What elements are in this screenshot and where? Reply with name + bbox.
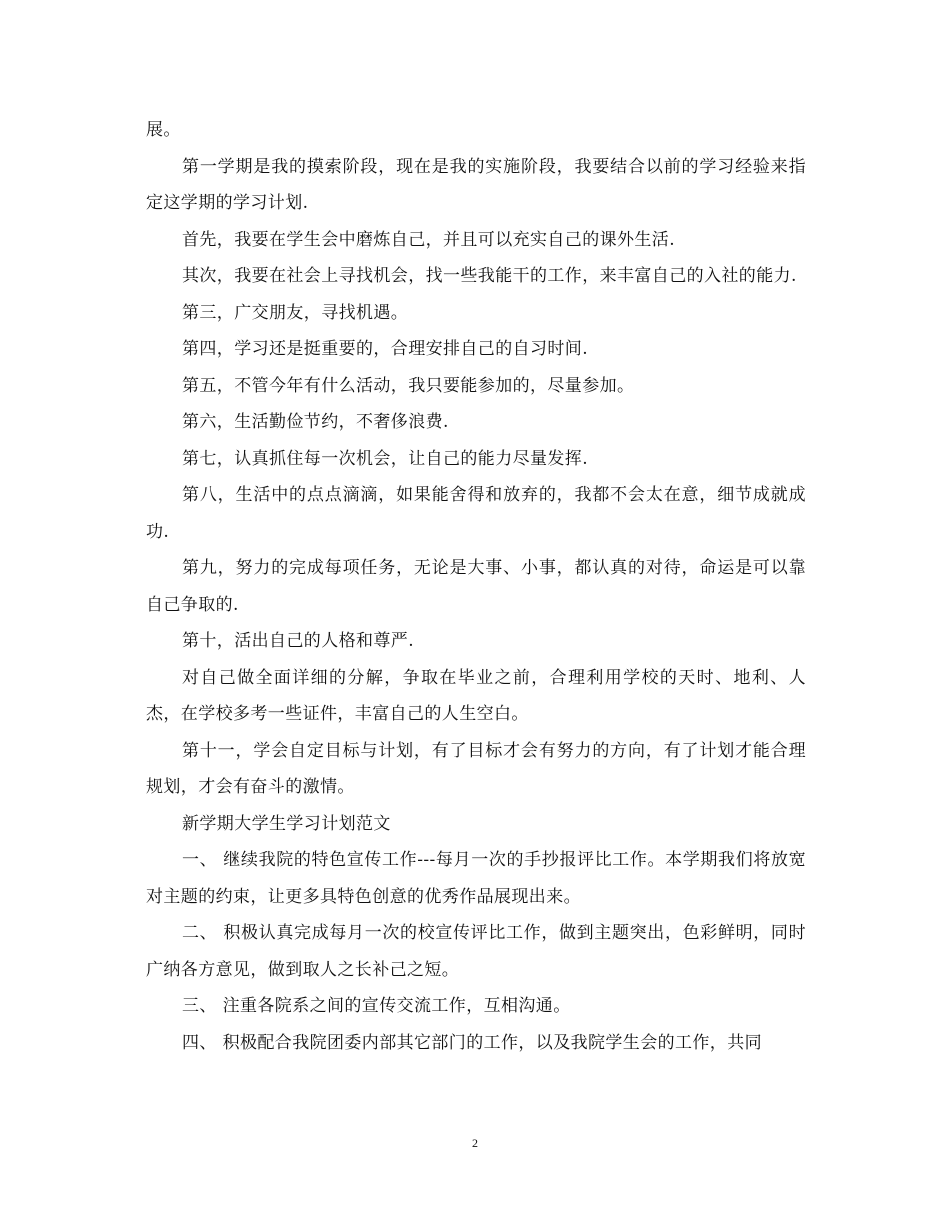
paragraph: 第七，认真抓住每一次机会，让自己的能力尽量发挥. xyxy=(182,448,589,469)
paragraph: 对自己做全面详细的分解，争取在毕业之前，合理利用学校的天时、地利、人杰，在学校多考一些证件，丰富自己的人生空白。 xyxy=(146,667,806,724)
paragraph: 第一学期是我的摸索阶段，现在是我的实施阶段，我要结合以前的学习经验来指定这学期的学习计划. xyxy=(146,156,806,213)
paragraph: 四、 积极配合我院团委内部其它部门的工作，以及我院学生会的工作，共同 xyxy=(182,1032,763,1053)
paragraph: 第八，生活中的点点滴滴，如果能舍得和放弃的，我都不会太在意，细节成就成功. xyxy=(146,485,806,542)
paragraph: 第四，学习还是挺重要的，合理安排自己的自习时间. xyxy=(182,339,589,359)
paragraph: 第十一，学会自定目标与计划，有了目标才会有努力的方向，有了计划才能合理规划，才会有奋斗的激情。 xyxy=(146,740,806,797)
paragraph: 第六，生活勤俭节约，不奢侈浪费. xyxy=(182,412,449,432)
paragraph: 二、 积极认真完成每月一次的校宣传评比工作，做到主题突出，色彩鲜明，同时广纳各方意见，做到取人之长补己之短。 xyxy=(146,923,806,980)
paragraph: 展。 xyxy=(146,120,181,140)
page-number: 2 xyxy=(472,1136,478,1150)
paragraph: 一、 继续我院的特色宣传工作---每月一次的手抄报评比工作。本学期我们将放宽对主题的约束，让更多具特色创意的优秀作品展现出来。 xyxy=(146,850,806,907)
document-body xyxy=(146,112,806,1061)
paragraph: 第九，努力的完成每项任务，无论是大事、小事，都认真的对待，命运是可以靠自己争取的. xyxy=(146,558,806,615)
paragraph: 其次，我要在社会上寻找机会，找一些我能干的工作，来丰富自己的入社的能力. xyxy=(182,266,797,286)
paragraph: 第三，广交朋友，寻找机遇。 xyxy=(182,302,409,323)
section-heading: 新学期大学生学习计划范文 xyxy=(182,813,391,834)
paragraph: 第十，活出自己的人格和尊严. xyxy=(182,631,415,651)
paragraph: 第五，不管今年有什么活动，我只要能参加的，尽量参加。 xyxy=(182,375,635,396)
paragraph: 三、 注重各院系之间的宣传交流工作，互相沟通。 xyxy=(182,996,571,1016)
paragraph: 首先，我要在学生会中磨炼自己，并且可以充实自己的课外生活. xyxy=(182,229,676,250)
